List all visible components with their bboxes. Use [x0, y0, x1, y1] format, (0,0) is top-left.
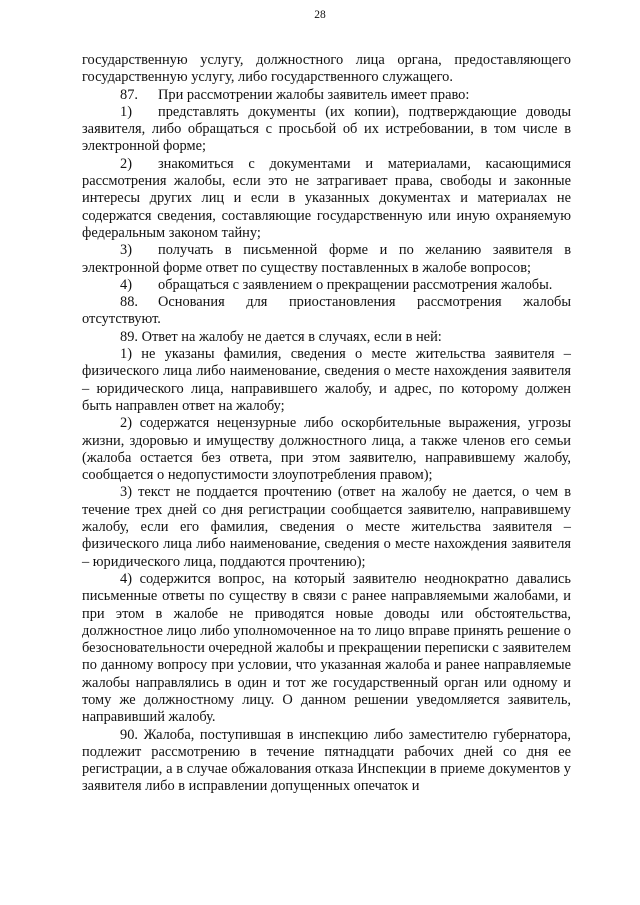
paragraph-89: 89. Ответ на жалобу не дается в случаях, если в ней: [120, 328, 442, 345]
paragraph-continuation: государственную услугу, должностного лица органа, предоставляющего государственную услугу, либо государственного служащего. [82, 52, 571, 86]
paragraph-87-3 [82, 242, 571, 277]
paragraph-87-4 [82, 277, 571, 294]
paragraph-text: обращаться с заявлением о прекращении рассмотрения жалобы. [158, 276, 553, 293]
paragraph-text: получать в письменной форме и по желанию заявителя в электронной форме ответ по существу поставленных в жалобе вопросов; [82, 242, 571, 276]
item-number: 2) [120, 155, 132, 172]
paragraph-90: 90. Жалоба, поступившая в инспекцию либо заместителю губернатора, подлежит рассмотрению в течение пятнадцати рабочих дней со дня ее регистрации, а в случае обжалования отказа Инспекции в приеме документов у заявителя либо в исправлении допущенных опечаток и [82, 726, 571, 795]
paragraph-87-2 [82, 156, 571, 242]
paragraph-text: Основания для приостановления рассмотрения жалобы отсутствуют. [82, 294, 571, 328]
item-number: 3) [120, 242, 132, 259]
document-body [82, 52, 571, 796]
item-number: 4) [120, 276, 132, 293]
paragraph-88 [82, 294, 571, 329]
page-number: 28 [314, 9, 326, 21]
paragraph-87-1 [82, 104, 571, 156]
paragraph-text: При рассмотрении жалобы заявитель имеет право: [158, 86, 470, 103]
item-number: 87. [120, 86, 138, 103]
paragraph-89-3: 3) текст не поддается прочтению (ответ на жалобу не дается, о чем в течение трех дней со дня регистрации сообщается заявителю, направившему жалобу, если его фамилия, сведения о месте жительства заявителя – физического лица либо наименование, сведения о месте нахождения заявителя – юридического лица, поддаются прочтению); [82, 484, 571, 570]
paragraph-text: знакомиться с документами и материалами, касающимися рассмотрения жалобы, если это не затрагивает права, свободы и законные интересы других лиц и если в указанных документах и материалах не содержатся сведения, составляющие государственную или иную охраняемую федеральным законом тайну; [82, 155, 571, 241]
paragraph-89-1: 1) не указаны фамилия, сведения о месте жительства заявителя – физического лица либо наименование, сведения о месте нахождения заявителя – юридического лица, направившего жалобу, и адрес, по которому должен быть направлен ответ на жалобу; [82, 346, 571, 414]
item-number: 88. [120, 294, 138, 311]
paragraph-89-2: 2) содержатся нецензурные либо оскорбительные выражения, угрозы жизни, здоровью и имуществу должностного лица, а также членов его семьи (жалоба остается без ответа, при этом заявителю, направившему жалобу, сообщается о недопустимости злоупотребления правом); [82, 415, 571, 484]
paragraph-text: представлять документы (их копии), подтверждающие доводы заявителя, либо обращаться с просьбой об их истребовании, в том числе в электронной форме; [82, 103, 571, 155]
paragraph-87 [82, 87, 571, 104]
item-number: 1) [120, 103, 132, 120]
paragraph-89-4: 4) содержится вопрос, на который заявителю неоднократно давались письменные ответы по существу в связи с ранее направляемыми жалобами, и при этом в жалобе не приводятся новые доводы или обстоятельства, должностное лицо либо уполномоченное на то лицо вправе принять решение о безосновательности очередной жалобы и прекращении переписки с заявителем по данному вопросу при условии, что указанная жалоба и ранее направляемые жалобы направлялись в один и тот же государственный орган или одному и тому же должностному лицу. О данном решении уведомляется заявитель, направивший жалобу. [82, 570, 571, 726]
